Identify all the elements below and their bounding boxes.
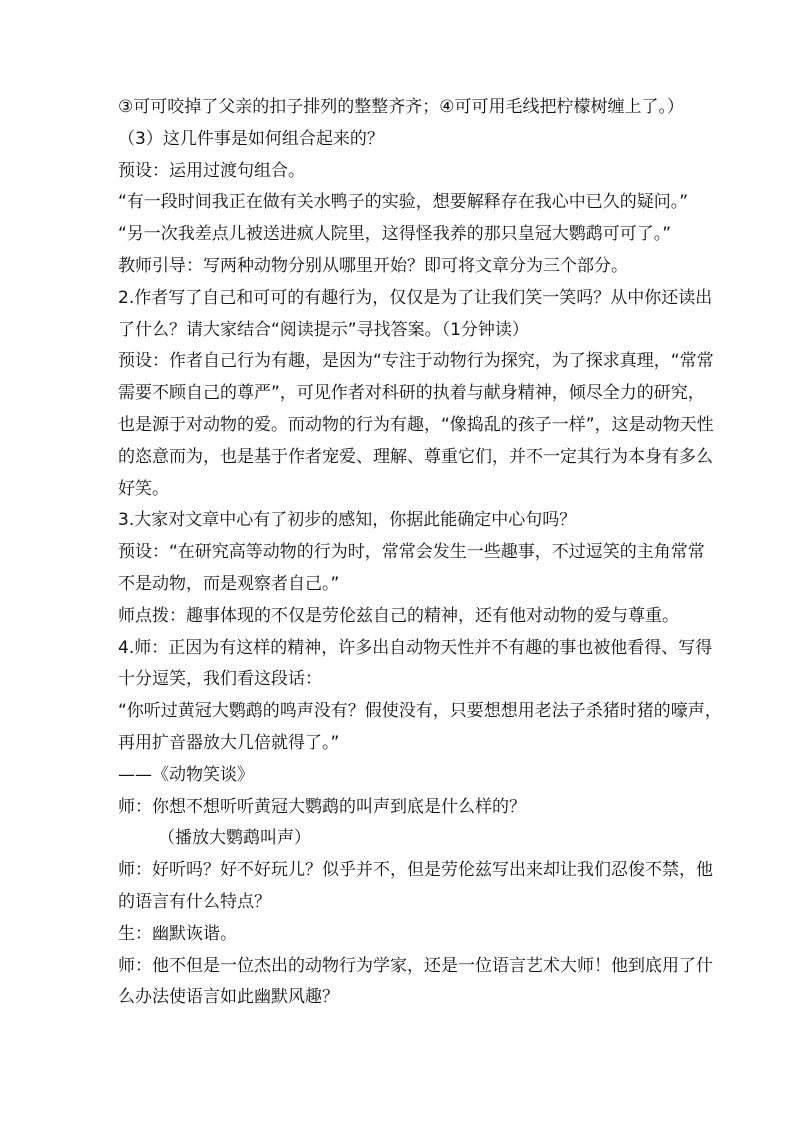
text-line-13: 好笑。 bbox=[118, 478, 169, 499]
text-line-29: 么办法使语言如此幽默风趣？ bbox=[118, 987, 339, 1008]
text-line-10: 需要不顾自己的尊严”，可见作者对科研的执着与献身精神，倾尽全力的研究， bbox=[118, 383, 705, 404]
text-line-16: 不是动物，而是观察者自己。” bbox=[118, 573, 340, 594]
text-line-18: 4.师：正因为有这样的精神，许多出自动物天性并不有趣的事也被他看得、写得 bbox=[118, 637, 713, 658]
text-line-7: 2.作者写了自己和可可的有趣行为，仅仅是为了让我们笑一笑吗？从中你还读出 bbox=[118, 287, 713, 308]
text-line-9: 预设：作者自己行为有趣，是因为“专注于动物行为探究，为了探求真理，“常常 bbox=[118, 351, 714, 372]
text-line-22: ——《动物笑谈》 bbox=[118, 764, 254, 785]
text-line-17: 师点拨：趣事体现的不仅是劳伦兹自己的精神，还有他对动物的爱与尊重。 bbox=[118, 605, 679, 626]
text-line-6: 教师引导：写两种动物分别从哪里开始？即可将文章分为三个部分。 bbox=[118, 255, 628, 276]
text-line-26: 的语言有什么特点？ bbox=[118, 891, 271, 912]
text-line-5: “另一次我差点儿被送进疯人院里，这得怪我养的那只皇冠大鹦鹉可可了。” bbox=[118, 224, 672, 245]
text-line-21: 再用扩音器放大几倍就得了。” bbox=[118, 732, 340, 753]
text-line-8: 了什么？请大家结合“阅读提示”寻找答案。（1分钟读） bbox=[118, 319, 529, 340]
text-line-23: 师：你想不想听听黄冠大鹦鹉的叫声到底是什么样的？ bbox=[118, 796, 526, 817]
text-line-19: 十分逗笑，我们看这段话： bbox=[118, 669, 322, 690]
text-line-14: 3.大家对文章中心有了初步的感知，你据此能确定中心句吗？ bbox=[118, 510, 577, 531]
text-line-15: 预设：“在研究高等动物的行为时，常常会发生一些趣事，不过逗笑的主角常常 bbox=[118, 542, 705, 563]
text-line-11: 也是源于对动物的爱。而动物的行为有趣，“像捣乱的孩子一样”，这是动物天性 bbox=[118, 414, 714, 435]
text-line-3: 预设：运用过渡句组合。 bbox=[118, 160, 305, 181]
text-line-27: 生：幽默诙谐。 bbox=[118, 923, 237, 944]
text-line-4: “有一段时间我正在做有关水鸭子的实验，想要解释存在我心中已久的疑问。” bbox=[118, 192, 689, 213]
text-line-20: “你听过黄冠大鹦鹉的鸣声没有？假使没有，只要想想用老法子杀猪时猪的嚎声， bbox=[118, 701, 722, 722]
text-line-12: 的恣意而为，也是基于作者宠爱、理解、尊重它们，并不一定其行为本身有多么 bbox=[118, 446, 713, 467]
text-line-24: （播放大鹦鹉叫声） bbox=[158, 828, 311, 849]
text-line-25: 师：好听吗？好不好玩儿？似乎并不，但是劳伦兹写出来却让我们忍俊不禁，他 bbox=[118, 860, 713, 881]
text-line-2: （3）这几件事是如何组合起来的？ bbox=[118, 128, 384, 149]
text-line-28: 师：他不但是一位杰出的动物行为学家，还是一位语言艺术大师！他到底用了什 bbox=[118, 955, 713, 976]
text-line-1: ③可可咬掉了父亲的扣子排列的整整齐齐；④可可用毛线把柠檬树缠上了。） bbox=[118, 97, 684, 117]
document-body bbox=[118, 92, 722, 1014]
